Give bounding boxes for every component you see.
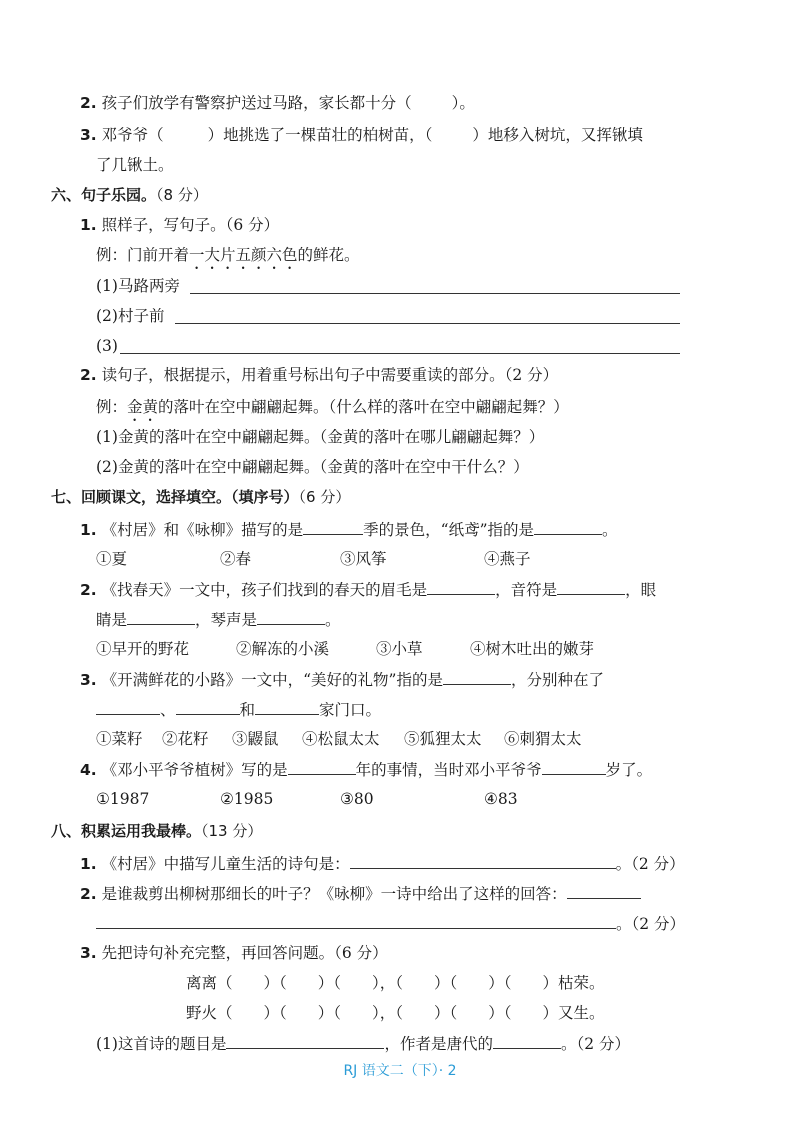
s8-q2-line2: 。（2 分）	[96, 912, 685, 934]
page-footer: RJ 语文二（下）· 2	[343, 1063, 457, 1079]
answer-line[interactable]	[120, 353, 680, 354]
answer-blank[interactable]	[176, 698, 240, 715]
answer-blank[interactable]	[96, 912, 616, 929]
q5-item3-line2: 了几锹土。	[96, 156, 174, 174]
s6-q2-example: 例：金黄的落叶在空中翩翩起舞。（什么样的落叶在空中翩翩起舞？）	[96, 398, 569, 416]
s8-q3: 3. 先把诗句补充完整，再回答问题。（6 分）	[80, 944, 388, 962]
q5-item3: 3. 邓爷爷（ ）地挑选了一棵苗壮的柏树苗，（ ）地移入树坑，又挥锹填	[80, 126, 643, 144]
s7-q2: 2. 《找春天》一文中，孩子们找到的春天的眉毛是 ，音符是 ，眼	[80, 578, 656, 600]
answer-blank[interactable]	[557, 578, 625, 595]
answer-blank[interactable]	[534, 518, 602, 535]
s8-q2: 2. 是谁裁剪出柳树那细长的叶子？《咏柳》一诗中给出了这样的回答：	[80, 882, 641, 904]
s6-q2-line1: (1)金黄的落叶在空中翩翩起舞。（金黄的落叶在哪儿翩翩起舞？）	[96, 428, 545, 446]
poem-line-2[interactable]: 野火（ ）（ ）（ ），（ ）（ ）（ ）又生。	[186, 1004, 605, 1022]
answer-blank[interactable]	[226, 1032, 384, 1049]
answer-blank[interactable]	[257, 608, 325, 625]
poem-line-1[interactable]: 离离（ ）（ ）（ ），（ ）（ ）（ ）枯荣。	[186, 974, 605, 992]
answer-blank[interactable]	[96, 698, 160, 715]
s6-q2-line2: (2)金黄的落叶在空中翩翩起舞。（金黄的落叶在空中干什么？）	[96, 458, 529, 476]
answer-blank[interactable]	[542, 758, 606, 775]
s6-q1-example: 例：门前开着一大片五颜六色的鲜花。	[96, 246, 360, 264]
s7-q4: 4. 《邓小平爷爷植树》写的是 年的事情，当时邓小平爷爷 岁了。	[80, 758, 652, 780]
q5-item2: 2. 孩子们放学有警察护送过马路，家长都十分（ ）。	[80, 94, 475, 112]
s6-q1-line3: (3)	[96, 337, 118, 355]
answer-line[interactable]	[175, 323, 680, 324]
answer-blank[interactable]	[443, 668, 511, 685]
section-8-heading: 八、积累运用我最棒。（13 分）	[51, 822, 263, 840]
section-7-heading: 七、回顾课文，选择填空。（填序号）（6 分）	[51, 488, 351, 506]
answer-line[interactable]	[190, 293, 680, 294]
s6-q1-line2: (2)村子前	[96, 307, 165, 325]
answer-blank[interactable]	[255, 698, 319, 715]
s6-q1: 1. 照样子，写句子。（6 分）	[80, 216, 280, 234]
s6-q2: 2. 读句子，根据提示，用着重号标出句子中需要重读的部分。（2 分）	[80, 366, 559, 384]
answer-blank[interactable]	[567, 882, 641, 899]
s6-q1-line1: (1)马路两旁	[96, 277, 180, 295]
answer-blank[interactable]	[288, 758, 356, 775]
s7-q3-line2: 、 和 家门口。	[96, 698, 381, 720]
answer-blank[interactable]	[493, 1032, 561, 1049]
s8-q3-sub1: (1)这首诗的题目是 ，作者是唐代的 。（2 分）	[96, 1032, 630, 1054]
section-6-heading: 六、句子乐园。（8 分）	[51, 186, 208, 204]
answer-blank[interactable]	[350, 852, 616, 869]
s7-q3: 3. 《开满鲜花的小路》一文中，“美好的礼物”指的是 ，分别种在了	[80, 668, 604, 690]
answer-blank[interactable]	[303, 518, 363, 535]
s7-q1: 1. 《村居》和《咏柳》描写的是 季的景色，“纸鸢”指的是 。	[80, 518, 618, 540]
s7-q2-line2: 睛是 ，琴声是 。	[96, 608, 341, 630]
answer-blank[interactable]	[127, 608, 195, 625]
s8-q1: 1. 《村居》中描写儿童生活的诗句是： 。（2 分）	[80, 852, 685, 874]
answer-blank[interactable]	[427, 578, 495, 595]
